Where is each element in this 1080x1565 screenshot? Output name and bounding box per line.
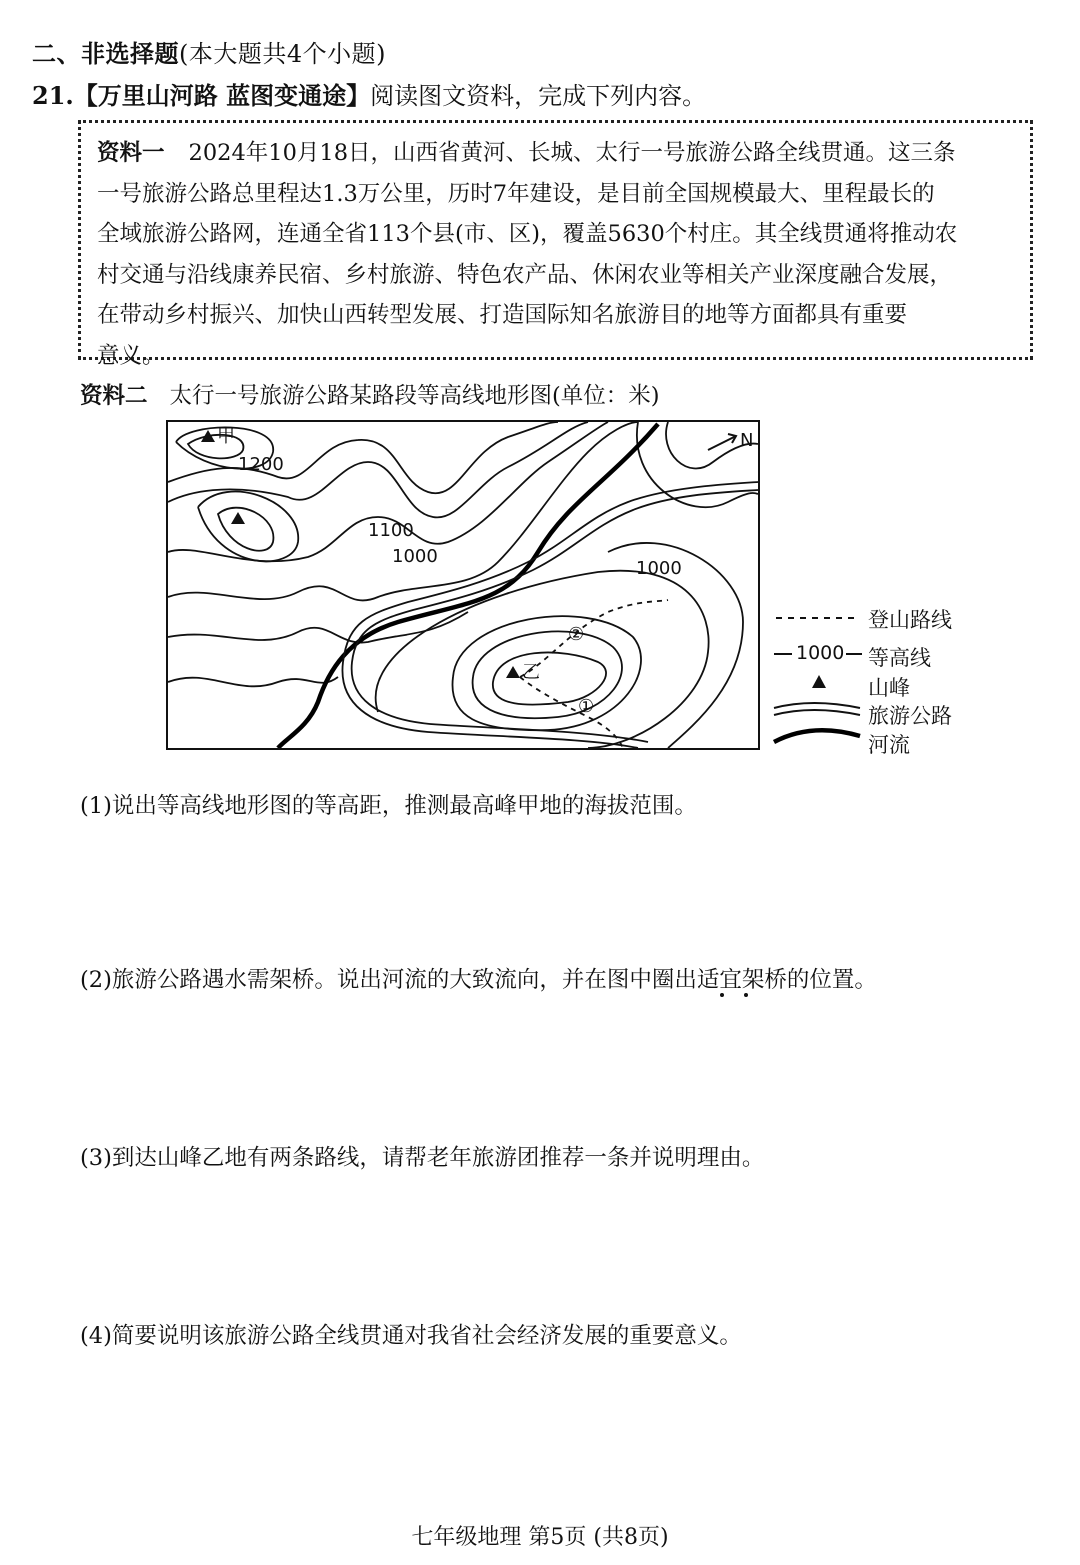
sub-question-2: (2)旅游公路遇水需架桥。说出河流的大致流向，并在图中圈出适宜架桥的位置。 bbox=[80, 967, 877, 993]
legend-climb-label: 登山路线 bbox=[868, 608, 952, 632]
north-label: N bbox=[740, 430, 754, 451]
peak-icon bbox=[506, 666, 520, 678]
climb-route-2 bbox=[520, 600, 668, 677]
contour-line bbox=[188, 435, 243, 459]
legend-contour-label: 等高线 bbox=[868, 646, 931, 670]
question-instruction: 阅读图文资料，完成下列内容。 bbox=[370, 82, 707, 110]
material1-line: 一号旅游公路总里程达1.3万公里，历时7年建设，是目前全国规模最大、里程最长的 bbox=[97, 180, 935, 207]
contour-label: 1000 bbox=[392, 546, 438, 567]
contour-label: 1100 bbox=[368, 520, 414, 541]
question-number: 21. bbox=[32, 81, 74, 110]
question-tag: 【万里山河路 蓝图变通途】 bbox=[73, 81, 371, 110]
legend-road-line bbox=[774, 703, 860, 708]
sub-question-3: (3)到达山峰乙地有两条路线，请帮老年旅游团推荐一条并说明理由。 bbox=[80, 1145, 765, 1171]
legend-symbols bbox=[772, 602, 862, 762]
sub-question-4: (4)简要说明该旅游公路全线贯通对我省社会经济发展的重要意义。 bbox=[80, 1323, 742, 1349]
material1-line: 全域旅游公路网，连通全省113个县(市、区)，覆盖5630个村庄。其全线贯通将推动农 bbox=[97, 221, 958, 248]
contour-map bbox=[166, 420, 760, 750]
contour-line bbox=[452, 616, 641, 730]
material1-paragraph bbox=[97, 133, 1017, 377]
legend-road-label: 旅游公路 bbox=[868, 704, 952, 728]
contour-map-svg bbox=[168, 422, 758, 748]
climb-routes bbox=[520, 600, 668, 748]
material2-title: 太行一号旅游公路某路段等高线地形图(单位：米) bbox=[169, 383, 660, 409]
material1-line: 2024年10月18日，山西省黄河、长城、太行一号旅游公路全线贯通。这三条 bbox=[188, 140, 956, 166]
peak-jia-label: 甲 bbox=[217, 426, 235, 447]
contour-label: 1000 bbox=[636, 558, 682, 579]
material1-line: 村交通与沿线康养民宿、乡村旅游、特色农产品、休闲农业等相关产业深度融合发展， bbox=[97, 261, 953, 288]
route-1-label: ① bbox=[578, 696, 595, 717]
contour-line bbox=[218, 508, 273, 551]
section-note: (本大题共4个小题) bbox=[179, 40, 386, 68]
sub-question-1: (1)说出等高线地形图的等高距，推测最高峰甲地的海拔范围。 bbox=[80, 793, 697, 819]
page-footer: 七年级地理 第5页 (共8页) bbox=[411, 1525, 669, 1550]
legend-peak-icon bbox=[812, 675, 826, 688]
material1-box bbox=[78, 120, 1033, 369]
north-arrow bbox=[708, 434, 736, 450]
material2-heading bbox=[80, 378, 660, 410]
material1-line: 意义。 bbox=[97, 342, 165, 369]
legend-road-line bbox=[774, 710, 860, 715]
map-legend bbox=[772, 602, 972, 762]
peak-icon bbox=[231, 512, 245, 524]
contour-line bbox=[198, 492, 298, 562]
legend-river-line bbox=[774, 730, 860, 742]
legend-contour-value: 1000 bbox=[796, 642, 845, 664]
question-header bbox=[32, 76, 706, 111]
emphasis-dot bbox=[744, 993, 748, 997]
legend-peak-label: 山峰 bbox=[868, 676, 910, 700]
section-title bbox=[32, 34, 386, 69]
legend-river-label: 河流 bbox=[868, 733, 910, 757]
peak-yi-label: 乙 bbox=[522, 662, 540, 683]
route-2-label: ② bbox=[568, 624, 585, 645]
emphasis-dot bbox=[720, 993, 724, 997]
contour-label: 1200 bbox=[238, 454, 284, 475]
material1-line: 在带动乡村振兴、加快山西转型发展、打造国际知名旅游目的地等方面都具有重要 bbox=[97, 302, 908, 329]
section-title-text: 二、非选择题 bbox=[32, 39, 179, 68]
contour-line bbox=[168, 677, 338, 686]
material1-lead: 资料一 bbox=[97, 140, 165, 166]
material2-lead: 资料二 bbox=[80, 383, 148, 409]
